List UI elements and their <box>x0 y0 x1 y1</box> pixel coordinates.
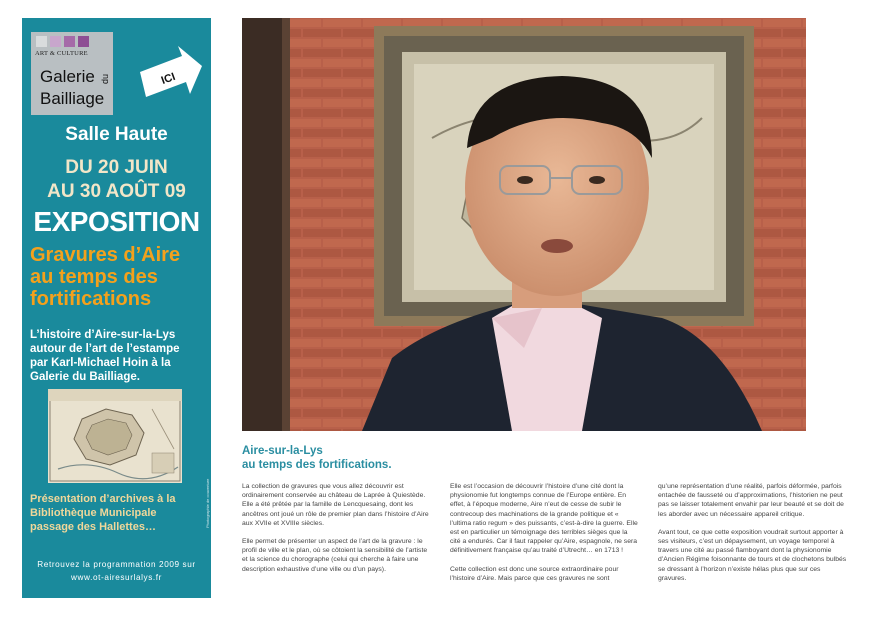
logo-art-culture: ART & CULTURE <box>35 50 88 57</box>
article-paragraph: Elle permet de présenter un aspect de l’art de la gravure : le profil de ville et le plan, où se côtoient la sensibilité de l’artiste et la science du chorographe (celui qui cherche à faire une description exhaustive d’une ville ou d’un pays). <box>242 538 428 573</box>
article-paragraph: Elle est l’occasion de découvrir l’histoire d’une cité dont la physionomie fut longtemps connue de l’Europe entière. En effet, à l’époque moderne, Aire n’eut de cesse de subir le contrecoup des machinations de la grande politique et « l’ultima ratio regum » des puissants, c’est-à-dire la guerre. Elle est en particulier un témoignage des terribles sièges que la cité a endurés. Car il faut rappeler qu’Aire, espagnole, ne sera définitivement française qu’au traité d’Utrecht… en 1713 ! <box>450 483 638 555</box>
engraving-map-thumbnail <box>48 389 182 483</box>
description-line-1: L’histoire d’Aire-sur-la-Lys <box>30 329 176 341</box>
exposition-heading: EXPOSITION <box>33 206 200 237</box>
article-paragraph: La collection de gravures que vous allez découvrir est ordinairement conservée au château de Laprée à Quiestède. Elle a été prêtée par la famille de Lencquesaing, dont les ancêtres ont joué un rôle de premier plan dans l’histoire d’Aire aux XVIIe et XVIIIe siècles. <box>242 483 429 527</box>
exhibition-sidebar <box>22 18 211 598</box>
logo-galerie: Galerie <box>40 67 95 86</box>
article-title-line-1: Aire-sur-la-Lys <box>242 445 323 457</box>
article-column-1 <box>242 482 432 583</box>
salle-label: Salle Haute <box>65 124 168 145</box>
logo-color-squares <box>36 36 89 47</box>
article-paragraph: qu’une représentation d’une réalité, parfois déformée, parfois entachée de fausseté ou d’approximations, l’historien ne peut pas se laisser totalement envahir par leur beauté et se doit de les aborder avec un nécessaire appareil critique. <box>658 483 844 518</box>
gallery-logo <box>31 32 113 115</box>
programme-info <box>22 558 211 584</box>
speaker-photo <box>242 18 806 431</box>
article-column-3 <box>658 482 848 592</box>
ici-label: ICI <box>159 70 178 87</box>
exhibition-title <box>30 244 211 310</box>
exhibition-dates <box>22 156 211 204</box>
description-line-2: autour de l’art de l’estampe <box>30 343 180 355</box>
programme-line: Retrouvez la programmation 2009 sur <box>37 560 196 569</box>
article-title <box>242 444 392 472</box>
dates-line-2: AU 30 AOÛT 09 <box>47 181 186 202</box>
dates-line-1: DU 20 JUIN <box>65 157 168 178</box>
description-line-4: Galerie du Bailliage. <box>30 371 140 383</box>
logo-bailliage: Bailliage <box>40 89 105 108</box>
description-line-3: par Karl-Michael Hoin à la <box>30 357 171 369</box>
presentation-line-1: Présentation d’archives à la <box>30 493 176 505</box>
article-title-line-2: au temps des fortifications. <box>242 459 392 471</box>
photo-credit: Photographie de couverture <box>205 478 210 528</box>
presentation-line-3: passage des Hallettes… <box>30 521 156 533</box>
presentation-line-2: Bibliothèque Municipale <box>30 507 157 519</box>
ici-arrow-icon <box>138 42 204 98</box>
website-link[interactable]: www.ot-airesurlalys.fr <box>71 573 162 582</box>
archives-presentation <box>30 492 208 534</box>
title-line-3: fortifications <box>30 288 152 310</box>
article-paragraph: Avant tout, ce que cette exposition voudrait surtout apporter à ses visiteurs, c’est un dépaysement, un voyage temporel à travers une cité au passé flamboyant dont la physionomie d’Ancien Régime foisonnante de tours et de clochetons bulbés se dressant à l’horizon n’existe hélas plus que sur ces gravures. <box>658 528 847 582</box>
title-line-1: Gravures d’Aire <box>30 244 181 266</box>
logo-du: du <box>100 73 110 84</box>
article-paragraph: Cette collection est donc une source extraordinaire pour l’histoire d’Aire. Mais parce que ces gravures ne sont <box>450 565 619 582</box>
title-line-2: au temps des <box>30 266 158 288</box>
article-column-2 <box>450 482 640 592</box>
exhibition-description <box>30 328 208 384</box>
